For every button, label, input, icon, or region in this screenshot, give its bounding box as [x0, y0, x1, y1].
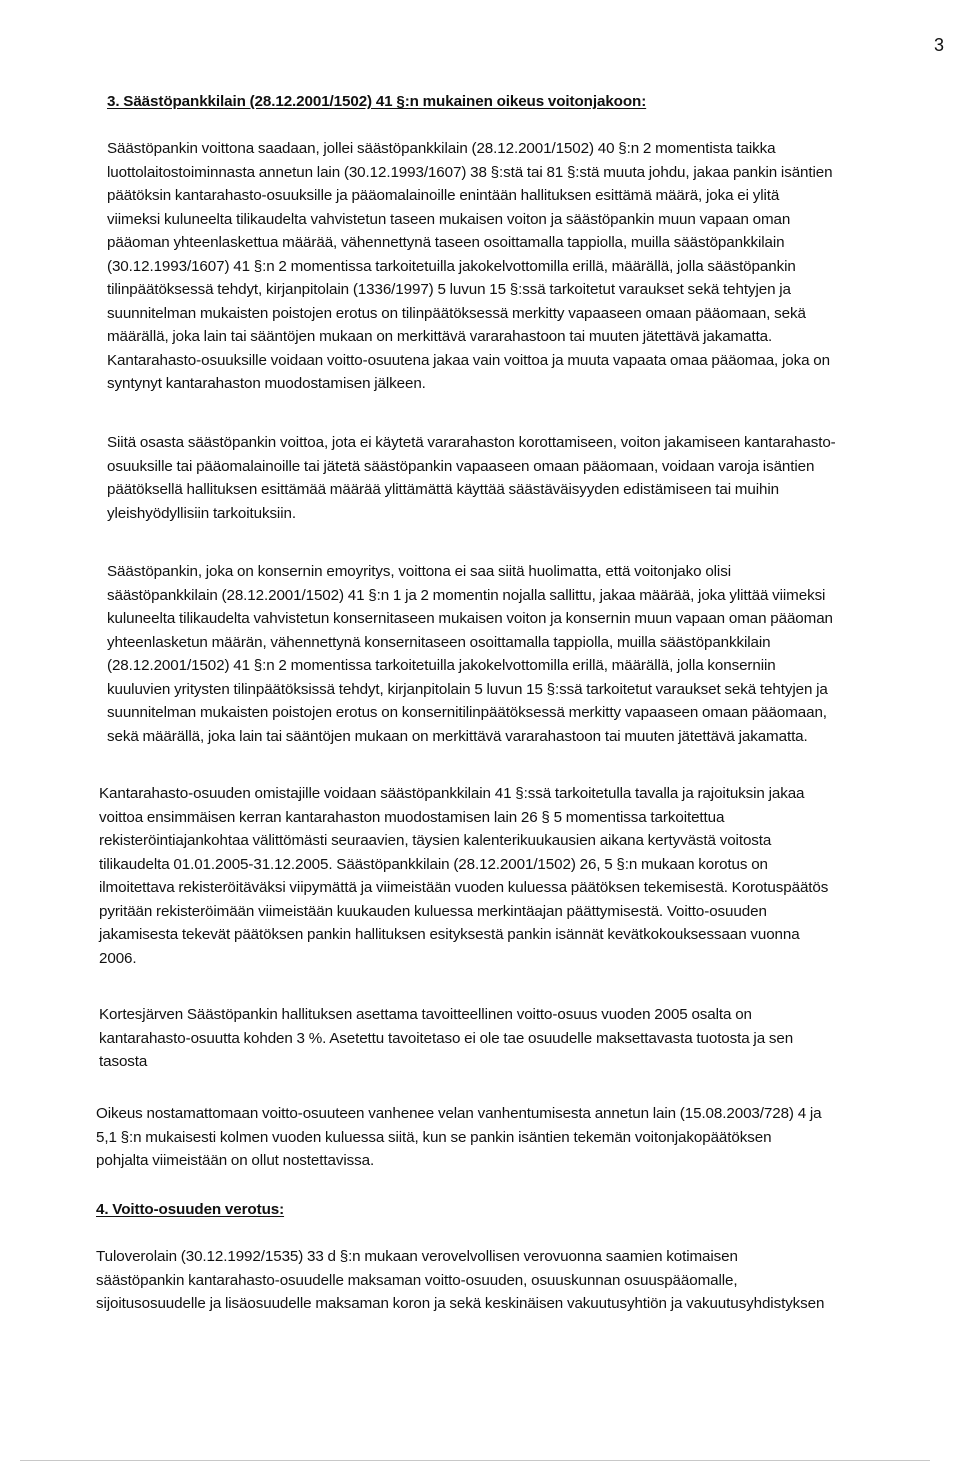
text-line: 5,1 §:n mukaisesti kolmen vuoden kuluessa siitä, kun se pankin isäntien tekemän voitonjakopäätöksen: [96, 1128, 772, 1146]
text-line: Säästöpankin, joka on konsernin emoyritys, voittona ei saa siitä huolimatta, että voitonjako olisi: [107, 563, 731, 580]
text-line: osuuksille tai pääomalainoille tai jätetä säästöpankin vapaaseen omaan pääomaan, voidaan varoja isäntien: [107, 457, 815, 475]
text-line: sijoitusosuudelle ja lisäosuudelle maksaman koron ja sekä keskinäisen vakuutusyhtiön ja vakuutusyhdistyksen: [96, 1295, 825, 1312]
text-line: päätöksellä hallituksen esittämää määrää ylittämättä käyttää säästäväisyyden edistämiseen tai muihin: [107, 481, 779, 498]
text-line: sekä määrällä, joka lain tai sääntöjen mukaan on merkittävä vararahastoon tai muuten jätettävä jakamatta.: [107, 727, 808, 745]
text-line: Tuloverolain (30.12.1992/1535) 33 d §:n mukaan verovelvollisen verovuonna saamien kotimaisen: [96, 1248, 738, 1265]
paragraph-target-share: [99, 1003, 793, 1074]
text-line: säästöpankkilain (28.12.2001/1502) 41 §:n 1 ja 2 momentin nojalla sallittu, jakaa määrää, joka ylittää viimeksi: [107, 586, 826, 604]
paragraph-profit-distribution: [107, 137, 832, 396]
text-line: pyritään rekisteröimään viimeistään kuukauden kuluessa merkintäajan päättymisestä. Voitto-osuuden: [99, 902, 767, 920]
text-line: luottolaitostoiminnasta annetun lain (30.12.1993/1607) 38 §:stä tai 81 §:stä muuta johdu, jakaa pankin isäntien: [107, 163, 833, 181]
section-heading-4: [96, 1198, 284, 1222]
text-line: syntynyt kantarahaston muodostamisen jälkeen.: [107, 375, 426, 392]
text-line: pääoman yhteenlaskettua määrää, vähennettynä taseen osoittamalla tappiolla, muilla säästöpankkilain: [107, 234, 785, 251]
text-line: kuluneelta tilikaudelta vahvistetun konsernitaseen mukaisen voiton ja konsernin muun vapaan oman pääoman: [107, 610, 833, 627]
text-line: Kortesjärven Säästöpankin hallituksen asettama tavoitteellinen voitto-osuus vuoden 2005 osalta on: [99, 1006, 752, 1023]
text-line: (30.12.1993/1607) 41 §:n 2 momentissa tarkoitetuilla jakokelvottomilla erillä, määrällä, jolla säästöpankin: [107, 257, 796, 275]
paragraph-charitable-use: [107, 431, 836, 525]
text-line: jakamisesta tekevät päätöksen pankin hallituksen esityksestä pankin isännät kevätkokouksessaan vuonna: [99, 926, 800, 943]
text-line: päätöksin kantarahasto-osuuksille ja pääomalainoille enintään hallituksen esittämä määrä, joka ei ylitä: [107, 187, 780, 204]
text-line: tilikaudelta 01.01.2005-31.12.2005. Säästöpankkilain (28.12.2001/1502) 26, 5 §:n mukaan korotus on: [99, 855, 768, 873]
text-line: Kantarahasto-osuuksille voidaan voitto-osuutena jakaa vain voittoa ja muuta vapaata omaa pääomaa, joka on: [107, 351, 830, 369]
text-line: määrällä, joka lain tai sääntöjen mukaan on merkittävä vararahastoon tai muuten jätettävä jakamatta.: [107, 328, 773, 345]
text-line: suunnitelman mukaisten poistojen erotus on konsernitilinpäätöksessä merkitty vapaaseen omaan pääomaan,: [107, 704, 827, 721]
text-line: (28.12.2001/1502) 41 §:n 2 momentissa tarkoitetuilla jakokelvottomilla erillä, määrällä, jolla konserniin: [107, 657, 776, 674]
text-line: yleishyödyllisiin tarkoituksiin.: [107, 504, 296, 522]
text-line: viimeksi kuluneelta tilikaudelta vahvistetun taseen mukaisen voiton ja säästöpankin muun vapaan oman: [107, 210, 791, 228]
text-line: Säästöpankin voittona saadaan, jollei säästöpankkilain (28.12.2001/1502) 40 §:n 2 momentista taikka: [107, 140, 776, 157]
text-line: suunnitelman mukaisten poistojen erotus on tilinpäätöksessä merkitty vapaaseen omaan pääomaan, sekä: [107, 304, 806, 322]
text-line: pohjalta viimeistään on ollut nostettavissa.: [96, 1152, 375, 1169]
page-number: 3: [933, 35, 944, 55]
paragraph-expiry: [96, 1102, 821, 1173]
text-line: säästöpankin kantarahasto-osuudelle maksaman voitto-osuuden, osuuskunnan osuuspääomalle,: [96, 1271, 738, 1289]
section-heading-3: [107, 90, 646, 114]
text-line: kuuluvien yritysten tilinpäätöksissä tehdyt, kirjanpitolain 5 luvun 15 §:ssä tarkoitetut varaukset sekä tehtyjen ja: [107, 680, 828, 698]
heading-line: 3. Säästöpankkilain (28.12.2001/1502) 41 §:n mukainen oikeus voitonjakoon:: [107, 93, 647, 110]
text-line: ilmoitettava rekisteröitäväksi viipymättä ja viimeistään vuoden kuluessa päätöksen tekemisestä. Korotuspäätös: [99, 879, 829, 896]
text-line: tasosta: [99, 1053, 148, 1070]
text-line: Kantarahasto-osuuden omistajille voidaan säästöpankkilain 41 §:ssä tarkoitetulla tavalla ja rajoituksin jakaa: [99, 785, 805, 802]
text-line: rekisteröintiajankohtaa välittömästi seuraavien, täysien kalenterikuukausien aikana kertyvästä voitosta: [99, 832, 772, 849]
text-line: Oikeus nostamattomaan voitto-osuuteen vanhenee velan vanhentumisesta annetun lain (15.08.2003/728) 4 ja: [96, 1105, 822, 1122]
paragraph-taxation: [96, 1245, 824, 1316]
heading-line: 4. Voitto-osuuden verotus:: [96, 1201, 285, 1218]
text-line: kantarahasto-osuutta kohden 3 %. Asetettu tavoitetaso ei ole tae osuudelle maksettavasta tuotosta ja sen: [99, 1029, 794, 1047]
text-line: yhteenlasketun määrän, vähennettynä konsernitaseen osoittamalla tappiolla, muilla säästöpankkilain: [107, 633, 771, 651]
text-line: 2006.: [99, 949, 137, 967]
text-line: Siitä osasta säästöpankin voittoa, jota ei käytetä vararahaston korottamiseen, voiton jakamiseen kantarahasto-: [107, 434, 836, 451]
text-line: voittoa ensimmäisen kerran kantarahaston muodostamisen lain 26 § 5 momentissa tarkoitettua: [99, 808, 725, 826]
scan-bottom-rule: [20, 1460, 930, 1461]
paragraph-parent-company: [107, 560, 833, 748]
text-line: tilinpäätöksessä tehdyt, kirjanpitolain (1336/1997) 5 luvun 15 §:ssä tarkoitetut varaukset sekä tehtyjen ja: [107, 281, 791, 298]
paragraph-shareholders: [99, 782, 828, 970]
